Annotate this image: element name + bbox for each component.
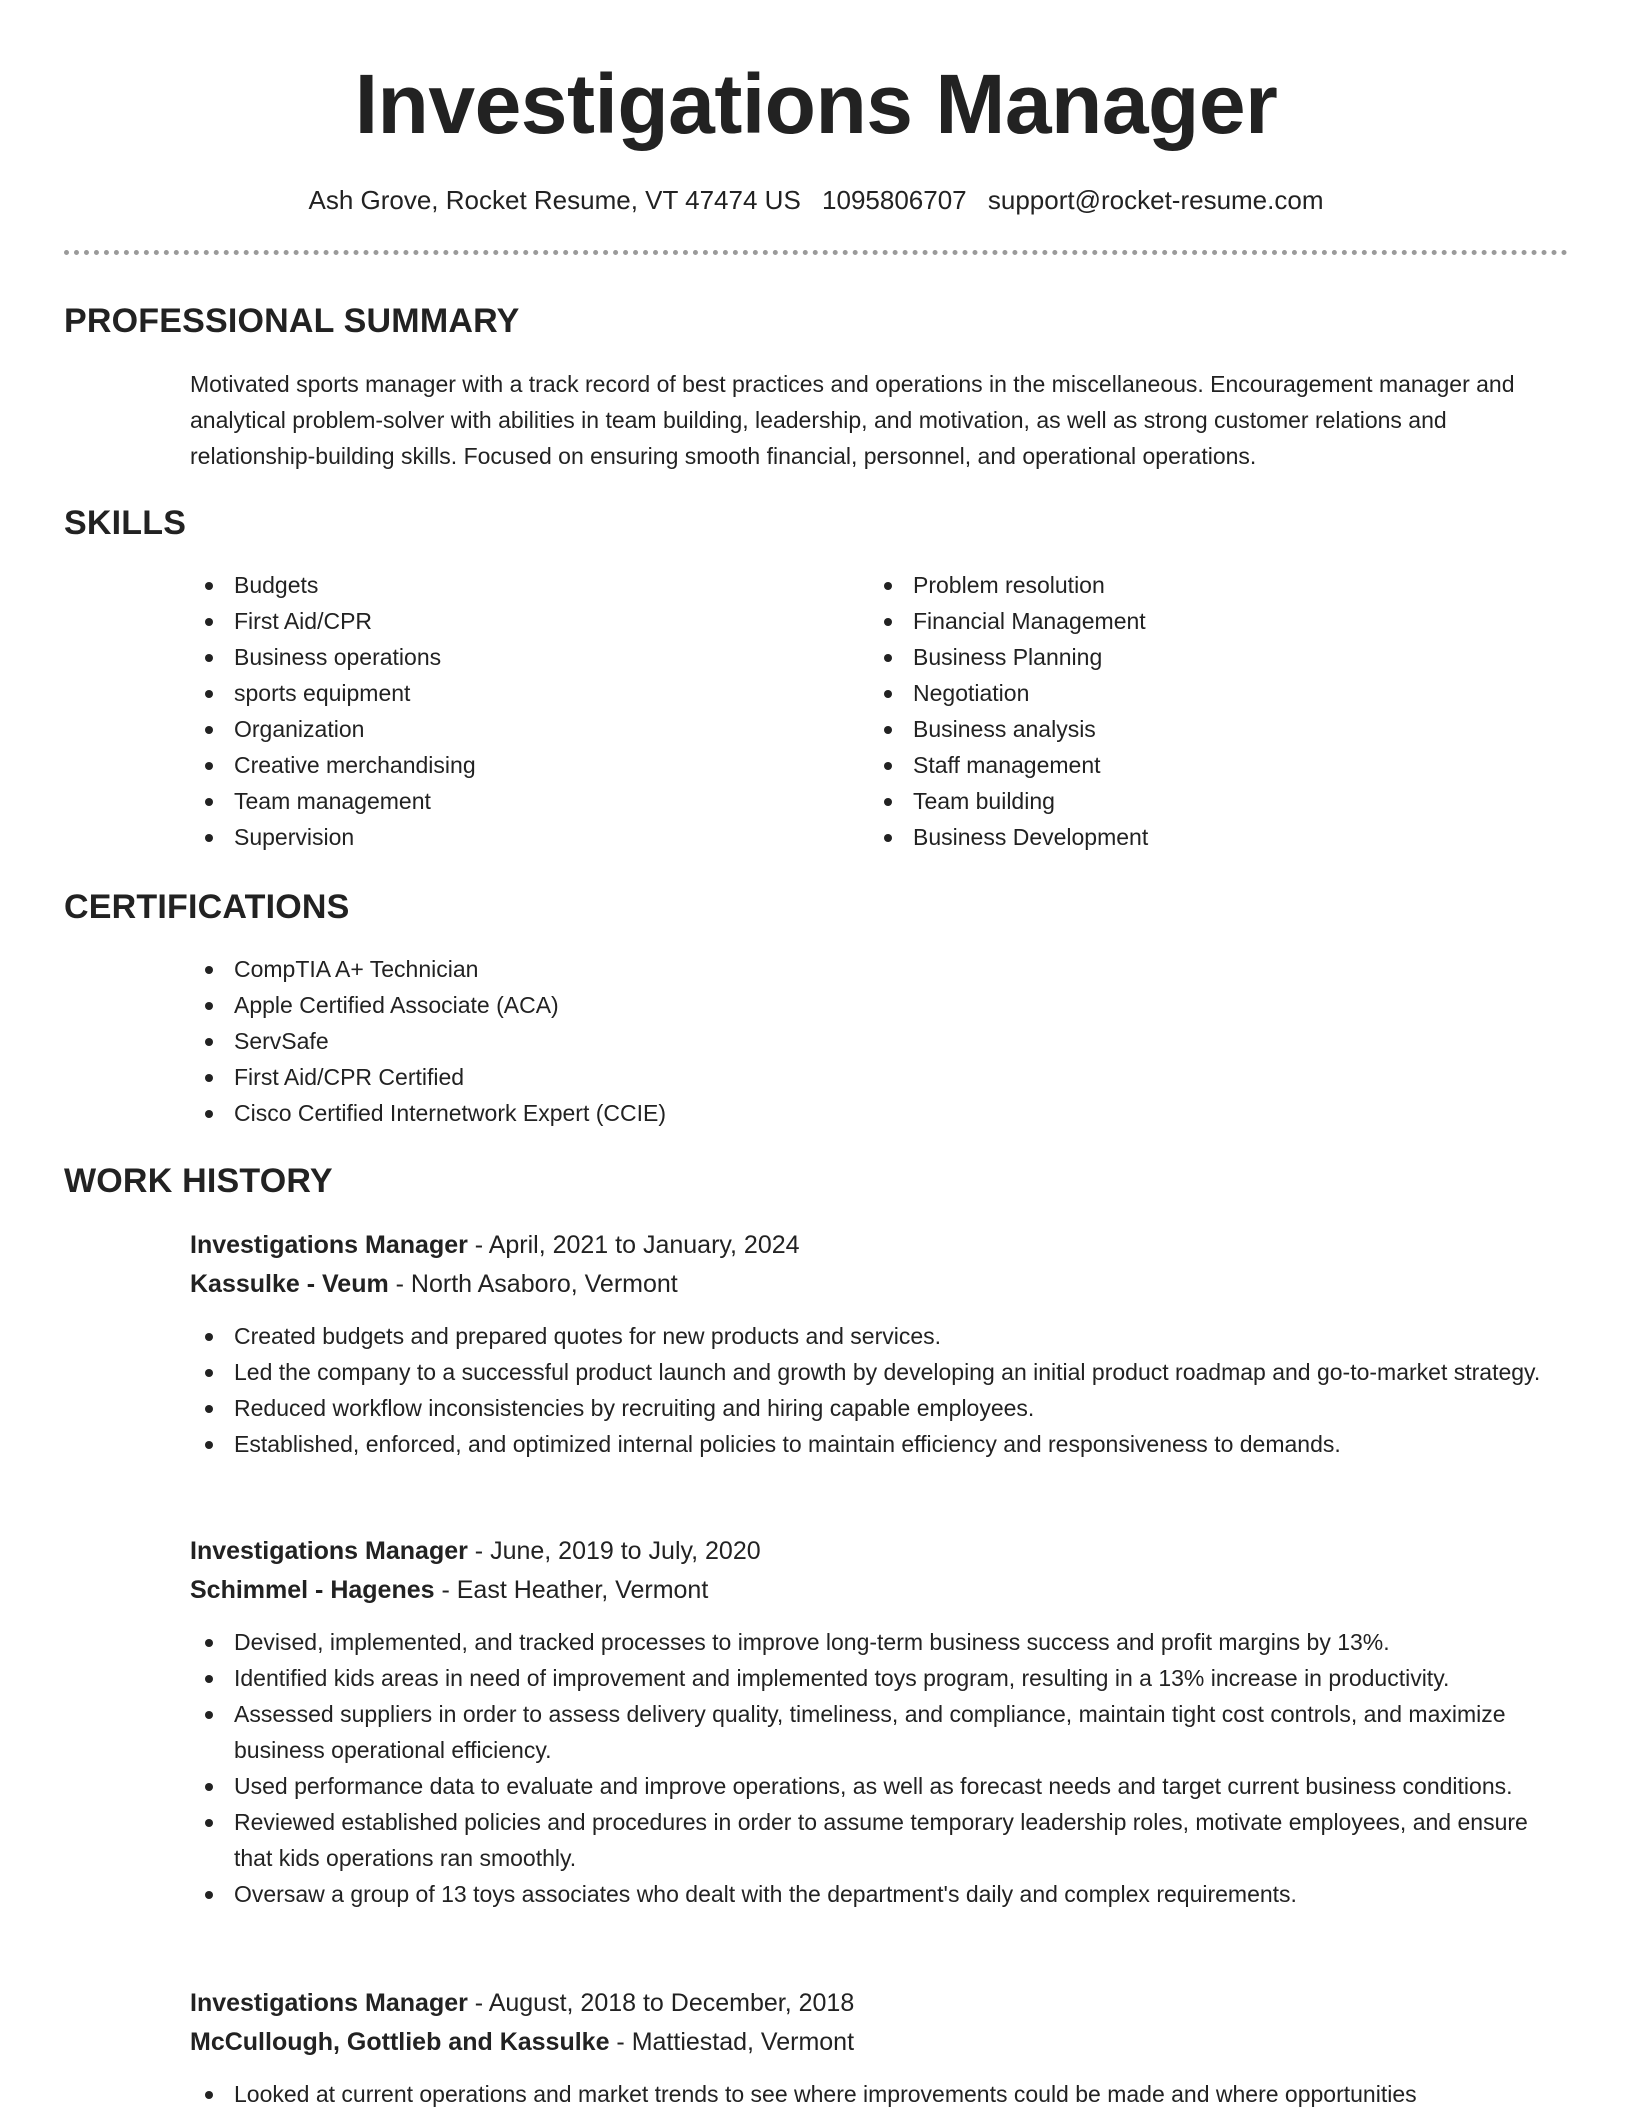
job-title-line bbox=[190, 1532, 1570, 1571]
certification-item: Cisco Certified Internetwork Expert (CCIE) bbox=[190, 1095, 1570, 1131]
header-divider bbox=[64, 250, 1568, 255]
job-bullet: Created budgets and prepared quotes for new products and services. bbox=[190, 1318, 1570, 1354]
skill-item: Business Planning bbox=[869, 639, 1509, 675]
job-bullet: Identified kids areas in need of improvement and implemented toys program, resulting in a 13% increase in productivity. bbox=[190, 1660, 1570, 1696]
certification-item: First Aid/CPR Certified bbox=[190, 1059, 1570, 1095]
skill-item: First Aid/CPR bbox=[190, 603, 830, 639]
contact-phone: 1095806707 bbox=[822, 185, 967, 215]
contact-line bbox=[0, 182, 1632, 218]
job-bullets bbox=[190, 1624, 1570, 1912]
certification-item: Apple Certified Associate (ACA) bbox=[190, 987, 1570, 1023]
job-bullet: Assessed suppliers in order to assess delivery quality, timeliness, and compliance, maintain tight cost controls, and maximize business operational efficiency. bbox=[190, 1696, 1570, 1768]
skill-item: Business Development bbox=[869, 819, 1509, 855]
job-bullet: Used performance data to evaluate and improve operations, as well as forecast needs and target current business conditions. bbox=[190, 1768, 1570, 1804]
certifications-list bbox=[190, 951, 1570, 1131]
job-company-line bbox=[190, 1571, 1570, 1610]
job-bullet: Looked at current operations and market trends to see where improvements could be made and where opportunities bbox=[190, 2076, 1570, 2112]
skill-item: Staff management bbox=[869, 747, 1509, 783]
section-title-certifications: CERTIFICATIONS bbox=[64, 888, 350, 926]
job-role: Investigations Manager bbox=[190, 1537, 468, 1565]
skill-item: Problem resolution bbox=[869, 567, 1509, 603]
skill-item: Business operations bbox=[190, 639, 830, 675]
job-dates: - August, 2018 to December, 2018 bbox=[467, 1989, 855, 2017]
skill-item: Organization bbox=[190, 711, 830, 747]
job-company: Kassulke - Veum bbox=[190, 1270, 389, 1298]
resume-name: Investigations Manager bbox=[354, 57, 1278, 151]
job-company-line bbox=[190, 1265, 1570, 1304]
contact-email[interactable]: support@rocket-resume.com bbox=[987, 185, 1324, 215]
job-bullet: Devised, implemented, and tracked processes to improve long-term business success and profit margins by 13%. bbox=[190, 1624, 1570, 1660]
section-title-work-history: WORK HISTORY bbox=[64, 1162, 333, 1200]
skill-item: Budgets bbox=[190, 567, 830, 603]
job-location: - East Heather, Vermont bbox=[434, 1576, 709, 1604]
job-dates: - April, 2021 to January, 2024 bbox=[467, 1231, 800, 1259]
job-role: Investigations Manager bbox=[190, 1989, 468, 2017]
section-title-skills: SKILLS bbox=[64, 504, 187, 542]
skill-item: Business analysis bbox=[869, 711, 1509, 747]
skills-left-column bbox=[190, 567, 830, 855]
skill-item: sports equipment bbox=[190, 675, 830, 711]
job-bullet: Led the company to a successful product launch and growth by developing an initial product roadmap and go-to-market strategy. bbox=[190, 1354, 1570, 1390]
contact-address: Ash Grove, Rocket Resume, VT 47474 US bbox=[308, 185, 801, 215]
job-company-line bbox=[190, 2023, 1570, 2062]
certification-item: ServSafe bbox=[190, 1023, 1570, 1059]
job-company: Schimmel - Hagenes bbox=[190, 1576, 435, 1604]
job-entry bbox=[190, 1984, 1570, 2112]
certification-item: CompTIA A+ Technician bbox=[190, 951, 1570, 987]
skill-item: Supervision bbox=[190, 819, 830, 855]
skills-right-column bbox=[869, 567, 1509, 855]
skill-item: Financial Management bbox=[869, 603, 1509, 639]
skill-item: Creative merchandising bbox=[190, 747, 830, 783]
job-title-line bbox=[190, 1984, 1570, 2023]
job-bullets bbox=[190, 1318, 1570, 1462]
job-entry bbox=[190, 1226, 1570, 1462]
skill-item: Team building bbox=[869, 783, 1509, 819]
job-location: - Mattiestad, Vermont bbox=[609, 2028, 855, 2056]
job-dates: - June, 2019 to July, 2020 bbox=[467, 1537, 761, 1565]
job-entry bbox=[190, 1532, 1570, 1912]
job-bullet: Reduced workflow inconsistencies by recruiting and hiring capable employees. bbox=[190, 1390, 1570, 1426]
job-company: McCullough, Gottlieb and Kassulke bbox=[190, 2028, 610, 2056]
job-role: Investigations Manager bbox=[190, 1231, 468, 1259]
skill-item: Negotiation bbox=[869, 675, 1509, 711]
job-bullet: Established, enforced, and optimized internal policies to maintain efficiency and responsiveness to demands. bbox=[190, 1426, 1570, 1462]
job-title-line bbox=[190, 1226, 1570, 1265]
job-bullet: Oversaw a group of 13 toys associates who dealt with the department's daily and complex requirements. bbox=[190, 1876, 1570, 1912]
job-bullets bbox=[190, 2076, 1570, 2112]
skill-item: Team management bbox=[190, 783, 830, 819]
summary-text: Motivated sports manager with a track record of best practices and operations in the miscellaneous. Encouragement manager and analytical problem-solver with abilities in team building, leadership, and motivation, as well as strong customer relations and relationship-building skills. Focused on ensuring smooth financial, personnel, and operational operations. bbox=[190, 371, 1515, 469]
job-bullet: Reviewed established policies and procedures in order to assume temporary leadership roles, motivate employees, and ensure that kids operations ran smoothly. bbox=[190, 1804, 1570, 1876]
job-location: - North Asaboro, Vermont bbox=[388, 1270, 678, 1298]
section-title-summary: PROFESSIONAL SUMMARY bbox=[64, 302, 520, 340]
